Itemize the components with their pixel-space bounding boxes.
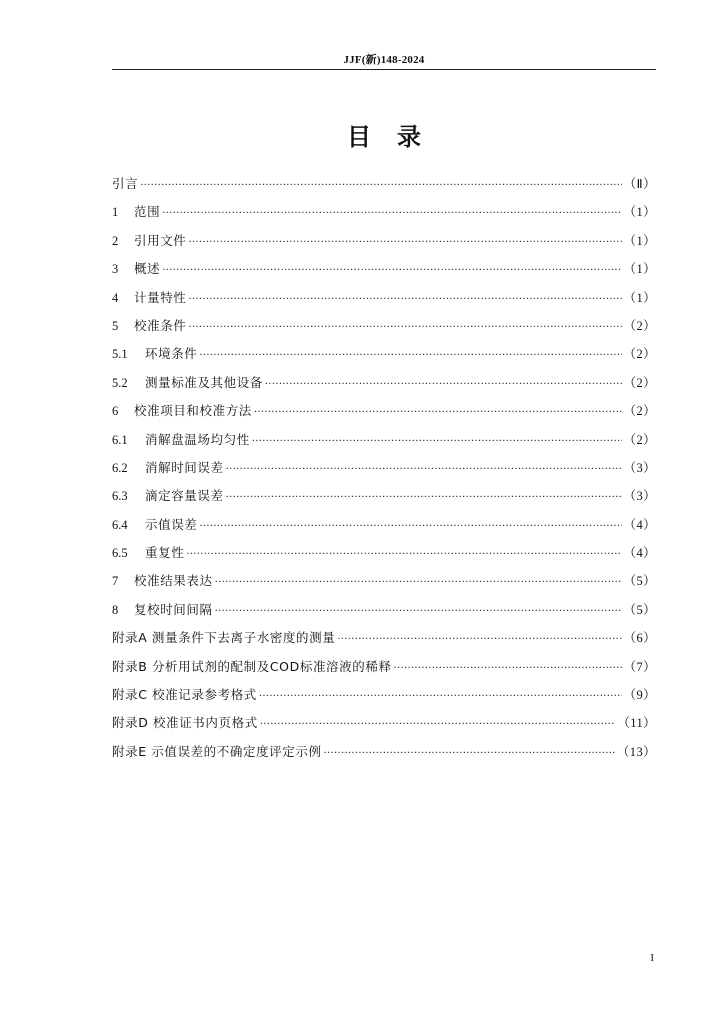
toc-leader-dots: [260, 719, 616, 730]
toc-entry-label: 范围: [134, 204, 161, 220]
toc-entry-page: （6）: [623, 631, 656, 646]
toc-entry-page: （2）: [623, 375, 656, 390]
toc-entry-label: 测量标准及其他设备: [145, 374, 263, 390]
toc-entry-label: 示值误差: [145, 516, 198, 532]
toc-entry-number: 6.5: [112, 546, 128, 561]
toc-leader-dots: [215, 577, 622, 588]
toc-entry[interactable]: [112, 486, 656, 514]
toc-entry[interactable]: [112, 202, 656, 230]
toc-entry[interactable]: [112, 458, 656, 486]
toc-entry-page: （5）: [623, 574, 656, 589]
toc-entry-page: （7）: [623, 659, 656, 674]
toc-leader-dots: [186, 549, 621, 560]
toc-entry-number: 8: [112, 602, 119, 617]
toc-entry[interactable]: [112, 713, 656, 741]
toc-leader-dots: [188, 237, 621, 248]
toc-entry-number: 7: [112, 574, 119, 589]
toc-entry[interactable]: [112, 742, 656, 770]
toc-entry-label: 消解时间误差: [145, 459, 224, 475]
toc-entry[interactable]: [112, 401, 656, 429]
toc-entry[interactable]: [112, 628, 656, 656]
toc-entry[interactable]: [112, 685, 656, 713]
toc-entry-page: （1）: [623, 290, 656, 305]
toc-entry-label: 附录B 分析用试剂的配制及COD标准溶液的稀释: [112, 658, 392, 674]
toc-entry-page: （1）: [623, 205, 656, 220]
toc-leader-dots: [226, 464, 622, 475]
toc-leader-dots: [215, 606, 622, 617]
toc-entry-label: 计量特性: [134, 289, 187, 305]
toc-entry[interactable]: [112, 231, 656, 259]
table-of-contents: [112, 174, 656, 770]
toc-entry[interactable]: [112, 373, 656, 401]
toc-entry[interactable]: [112, 259, 656, 287]
toc-entry-label: 附录C 校准记录参考格式: [112, 687, 257, 703]
toc-entry-page: （13）: [616, 744, 656, 759]
toc-entry-page: （9）: [623, 688, 656, 703]
toc-entry-label: 环境条件: [145, 346, 198, 362]
toc-entry-number: 3: [112, 262, 119, 277]
toc-entry-page: （2）: [623, 432, 656, 447]
toc-entry[interactable]: [112, 543, 656, 571]
toc-entry-number: 6: [112, 404, 119, 419]
toc-entry-label: 校准结果表达: [134, 573, 213, 589]
toc-entry-label: 重复性: [145, 545, 185, 561]
toc-entry-page: （2）: [623, 318, 656, 333]
toc-leader-dots: [188, 322, 621, 333]
toc-entry-label: 校准项目和校准方法: [134, 403, 252, 419]
toc-entry-number: 5.1: [112, 347, 128, 362]
toc-leader-dots: [324, 748, 615, 759]
toc-entry-page: （1）: [623, 233, 656, 248]
toc-entry-page: （4）: [623, 517, 656, 532]
toc-leader-dots: [226, 492, 622, 503]
toc-entry[interactable]: [112, 600, 656, 628]
toc-entry-number: 1: [112, 205, 119, 220]
toc-entry-page: （3）: [623, 460, 656, 475]
toc-leader-dots: [199, 521, 621, 532]
toc-entry-label: 滴定容量误差: [145, 488, 224, 504]
toc-entry-label: 概述: [134, 261, 161, 277]
toc-entry-label: 校准条件: [134, 317, 187, 333]
toc-entry[interactable]: [112, 174, 656, 202]
toc-leader-dots: [394, 663, 622, 674]
toc-entry-number: 5: [112, 318, 119, 333]
toc-entry-label: 复校时间间隔: [134, 601, 213, 617]
toc-entry-label: 引言: [112, 176, 139, 191]
toc-leader-dots: [162, 208, 621, 219]
toc-entry-label: 引用文件: [134, 232, 187, 248]
toc-leader-dots: [188, 294, 621, 305]
toc-leader-dots: [199, 350, 621, 361]
toc-entry-page: （2）: [623, 347, 656, 362]
toc-entry-label: 消解盘温场均匀性: [145, 431, 250, 447]
toc-entry-number: 5.2: [112, 375, 128, 390]
toc-entry[interactable]: [112, 316, 656, 344]
toc-leader-dots: [140, 180, 621, 191]
toc-entry-label: 附录A 测量条件下去离子水密度的测量: [112, 630, 336, 646]
toc-entry-page: （4）: [623, 546, 656, 561]
toc-leader-dots: [265, 379, 622, 390]
toc-entry-number: 6.4: [112, 517, 128, 532]
toc-entry-number: 6.2: [112, 460, 128, 475]
toc-entry-page: （2）: [623, 404, 656, 419]
toc-leader-dots: [252, 436, 622, 447]
toc-entry-label: 附录E 示值误差的不确定度评定示例: [112, 743, 322, 759]
toc-entry-page: （5）: [623, 602, 656, 617]
toc-entry[interactable]: [112, 344, 656, 372]
toc-entry-page: （1）: [623, 262, 656, 277]
standard-code-header: JJF(新)148-2024: [343, 54, 425, 66]
toc-entry-page: （Ⅱ）: [623, 177, 656, 191]
toc-leader-dots: [259, 691, 622, 702]
toc-entry-page: （11）: [617, 716, 656, 731]
toc-entry-number: 2: [112, 233, 119, 248]
toc-entry[interactable]: [112, 430, 656, 458]
toc-entry[interactable]: [112, 571, 656, 599]
toc-entry[interactable]: [112, 515, 656, 543]
toc-leader-dots: [337, 634, 621, 645]
toc-entry[interactable]: [112, 288, 656, 316]
toc-leader-dots: [162, 265, 621, 276]
toc-entry-page: （3）: [623, 489, 656, 504]
toc-entry[interactable]: [112, 657, 656, 685]
toc-entry-label: 附录D 校准证书内页格式: [112, 715, 258, 731]
toc-entry-number: 4: [112, 290, 119, 305]
toc-title: 目录: [347, 123, 447, 151]
page-number: I: [650, 952, 654, 964]
toc-entry-number: 6.3: [112, 489, 128, 504]
toc-entry-number: 6.1: [112, 432, 128, 447]
toc-leader-dots: [254, 407, 622, 418]
header-divider: [112, 69, 656, 70]
